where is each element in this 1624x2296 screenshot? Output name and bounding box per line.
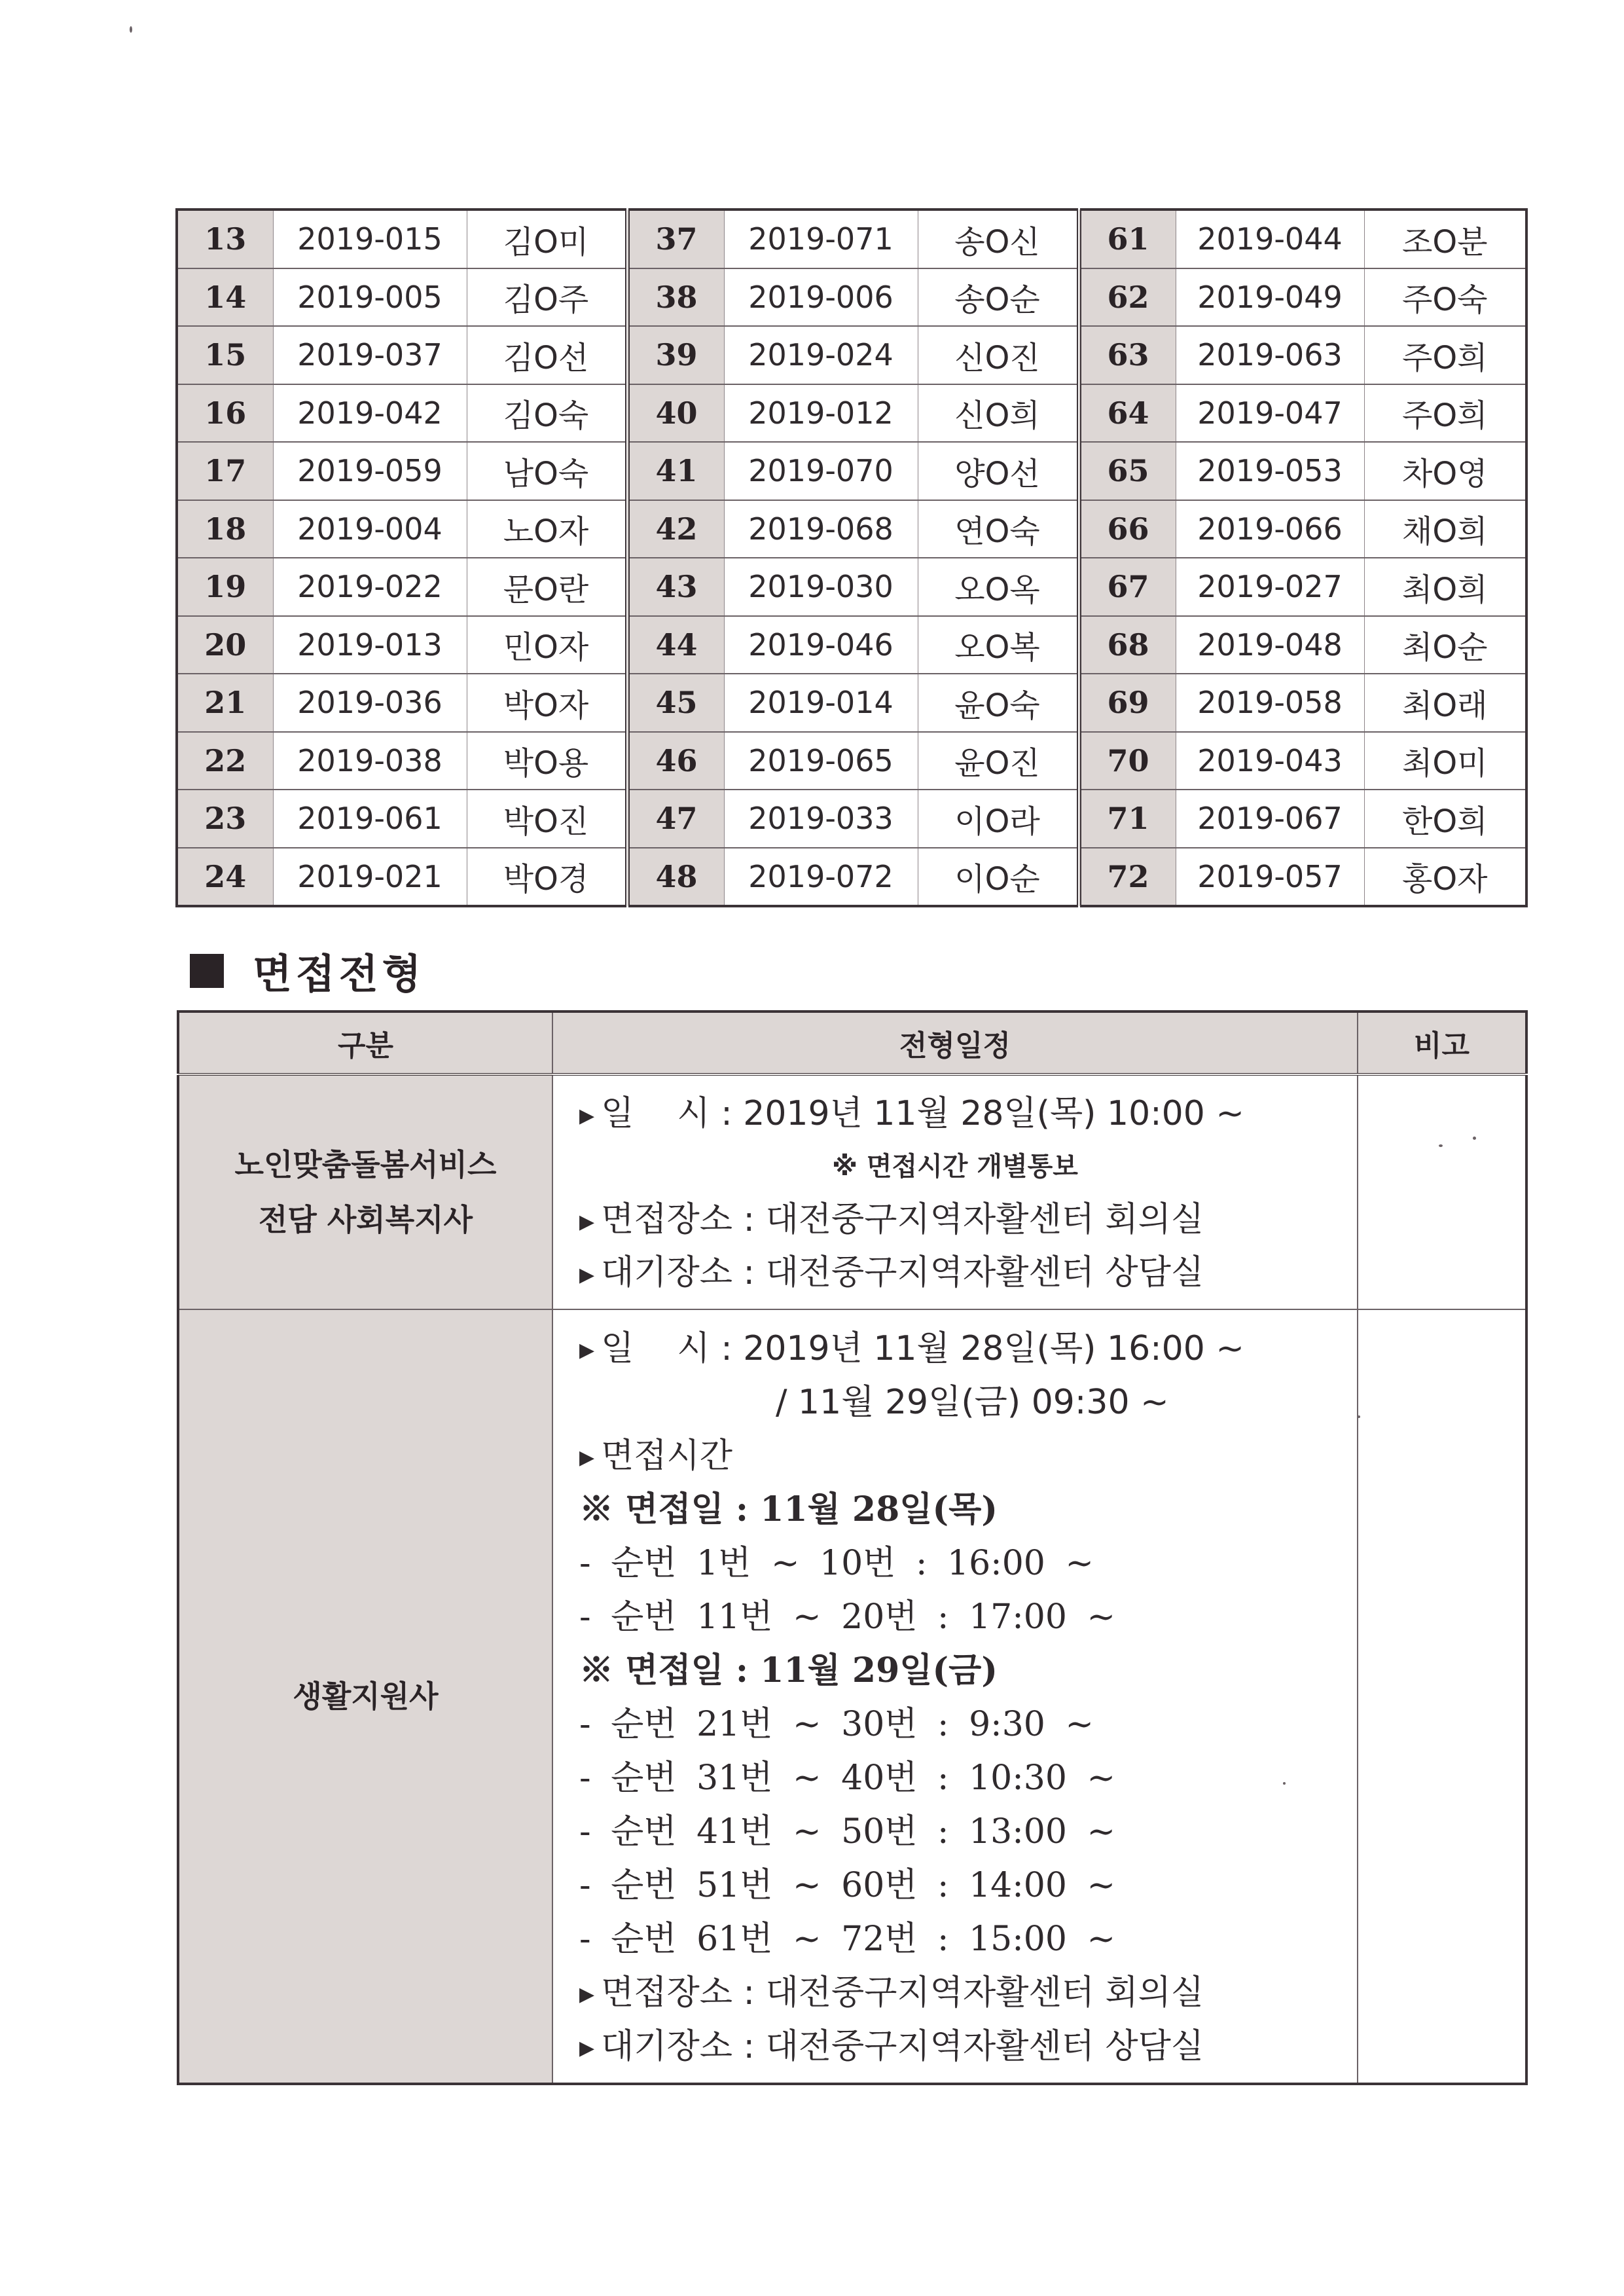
header-schedule: 전형일정: [552, 1011, 1358, 1074]
row-number: 65: [1079, 442, 1176, 500]
table-row: [177, 210, 1526, 268]
applicant-name: 윤O진: [918, 732, 1079, 790]
applicant-code: 2019-053: [1176, 442, 1364, 500]
applicant-name: 민O자: [467, 616, 627, 674]
applicant-code: 2019-014: [724, 674, 918, 732]
row-number: 23: [177, 790, 273, 848]
row-number: 20: [177, 616, 273, 674]
row-number: 71: [1079, 790, 1176, 848]
applicant-code: 2019-036: [273, 674, 467, 732]
header-remarks: 비고: [1358, 1011, 1526, 1074]
table-row: [177, 268, 1526, 327]
row-number: 70: [1079, 732, 1176, 790]
applicant-code: 2019-005: [273, 268, 467, 327]
row-number: 48: [627, 848, 724, 907]
row-number: 68: [1079, 616, 1176, 674]
row-number: 63: [1079, 326, 1176, 384]
applicant-code: 2019-022: [273, 558, 467, 616]
applicant-code: 2019-046: [724, 616, 918, 674]
applicant-name: 신O희: [918, 384, 1079, 443]
applicant-name: 최O미: [1364, 732, 1526, 790]
row-number: 47: [627, 790, 724, 848]
applicant-code: 2019-066: [1176, 500, 1364, 558]
table-row: [177, 384, 1526, 443]
table-row: [177, 558, 1526, 616]
waiting-text: 대기장소 : 대전중구지역자활센터 상담실: [601, 2027, 1204, 2066]
applicant-code: 2019-071: [724, 210, 918, 268]
row-number: 46: [627, 732, 724, 790]
row-number: 38: [627, 268, 724, 327]
venue-text: 면접장소 : 대전중구지역자활센터 회의실: [601, 1200, 1204, 1239]
applicant-name: 박O용: [467, 732, 627, 790]
table-header-row: [178, 1011, 1526, 1074]
applicant-name: 김O숙: [467, 384, 627, 443]
remarks-cell: [1358, 1074, 1526, 1309]
time-note: ※ 면접시간 개별통보: [832, 1152, 1078, 1182]
row-number: 16: [177, 384, 273, 443]
slot-line: - 순번 41번 ~ 50번 : 13:00 ~: [579, 1812, 1116, 1851]
applicant-name: 신O진: [918, 326, 1079, 384]
time-title-line: [579, 1429, 1357, 1483]
triangle-bullet-icon: ▶: [579, 1446, 595, 1469]
row-number: 64: [1079, 384, 1176, 443]
remarks-cell: [1358, 1309, 1526, 2084]
section-heading: [190, 941, 425, 1000]
applicant-name: 박O자: [467, 674, 627, 732]
interview-schedule-table: [177, 1010, 1528, 2085]
applicant-code: 2019-067: [1176, 790, 1364, 848]
waiting-line: [579, 2020, 1357, 2073]
header-category: 구분: [178, 1011, 552, 1074]
row-number: 17: [177, 442, 273, 500]
table-row: [177, 500, 1526, 558]
applicant-name: 주O희: [1364, 326, 1526, 384]
date-line-2: / 11월 29일(금) 09:30 ~: [776, 1383, 1169, 1422]
applicant-code: 2019-027: [1176, 558, 1364, 616]
row-number: 45: [627, 674, 724, 732]
applicant-code: 2019-030: [724, 558, 918, 616]
day1-title: ※ 면접일 : 11월 28일(목): [579, 1489, 998, 1529]
table-row: [177, 616, 1526, 674]
section-title: 면접전형: [253, 950, 425, 998]
category-cell: [178, 1309, 552, 2084]
table-row: [177, 326, 1526, 384]
category-line: 노인맞춤돌봄서비스: [234, 1147, 497, 1182]
row-number: 15: [177, 326, 273, 384]
row-number: 72: [1079, 848, 1176, 907]
row-number: 42: [627, 500, 724, 558]
schedule-cell: [552, 1074, 1358, 1309]
applicant-name: 송O신: [918, 210, 1079, 268]
applicant-code: 2019-044: [1176, 210, 1364, 268]
day2-title: ※ 면접일 : 11월 29일(금): [579, 1650, 998, 1690]
applicant-name: 박O진: [467, 790, 627, 848]
applicant-code: 2019-072: [724, 848, 918, 907]
living-support-row: [178, 1309, 1526, 2084]
row-number: 67: [1079, 558, 1176, 616]
applicant-code: 2019-042: [273, 384, 467, 443]
applicant-code: 2019-049: [1176, 268, 1364, 327]
table-row: [177, 790, 1526, 848]
triangle-bullet-icon: ▶: [579, 2037, 595, 2060]
applicant-name: 최O순: [1364, 616, 1526, 674]
row-number: 24: [177, 848, 273, 907]
applicant-code: 2019-057: [1176, 848, 1364, 907]
row-number: 69: [1079, 674, 1176, 732]
triangle-bullet-icon: ▶: [579, 1210, 595, 1233]
row-number: 19: [177, 558, 273, 616]
applicant-name: 이O순: [918, 848, 1079, 907]
slot-line: - 순번 51번 ~ 60번 : 14:00 ~: [579, 1866, 1116, 1905]
category-cell: [178, 1074, 552, 1309]
applicant-name: 김O선: [467, 326, 627, 384]
applicant-code: 2019-047: [1176, 384, 1364, 443]
slot-line: - 순번 61번 ~ 72번 : 15:00 ~: [579, 1920, 1116, 1959]
triangle-bullet-icon: ▶: [579, 1104, 595, 1127]
date-line: [579, 1322, 1357, 1376]
row-number: 43: [627, 558, 724, 616]
applicant-code: 2019-048: [1176, 616, 1364, 674]
time-title-text: 면접시간: [601, 1436, 733, 1476]
applicant-code: 2019-070: [724, 442, 918, 500]
applicant-name: 윤O숙: [918, 674, 1079, 732]
slot-line: - 순번 31번 ~ 40번 : 10:30 ~: [579, 1758, 1116, 1798]
applicant-name: 조O분: [1364, 210, 1526, 268]
table-row: [177, 732, 1526, 790]
scan-speck: [130, 26, 132, 33]
applicant-code: 2019-013: [273, 616, 467, 674]
slot-line: - 순번 11번 ~ 20번 : 17:00 ~: [579, 1597, 1116, 1637]
applicant-list-table: [175, 208, 1528, 907]
triangle-bullet-icon: ▶: [579, 1983, 595, 2006]
applicant-name: 이O라: [918, 790, 1079, 848]
applicant-code: 2019-004: [273, 500, 467, 558]
table-row: [177, 848, 1526, 907]
category-line: 생활지원사: [293, 1679, 439, 1714]
applicant-name: 주O숙: [1364, 268, 1526, 327]
waiting-line: [579, 1247, 1357, 1300]
venue-text: 면접장소 : 대전중구지역자활센터 회의실: [601, 1973, 1204, 2013]
venue-line: [579, 1966, 1357, 2020]
row-number: 66: [1079, 500, 1176, 558]
applicant-name: 김O미: [467, 210, 627, 268]
applicant-name: 문O란: [467, 558, 627, 616]
applicant-code: 2019-043: [1176, 732, 1364, 790]
applicant-name: 최O래: [1364, 674, 1526, 732]
applicant-name: 남O숙: [467, 442, 627, 500]
applicant-code: 2019-033: [724, 790, 918, 848]
applicant-code: 2019-058: [1176, 674, 1364, 732]
slot-line: - 순번 21번 ~ 30번 : 9:30 ~: [579, 1705, 1094, 1744]
applicant-name: 홍O자: [1364, 848, 1526, 907]
applicant-code: 2019-063: [1176, 326, 1364, 384]
applicant-name: 채O희: [1364, 500, 1526, 558]
applicant-code: 2019-012: [724, 384, 918, 443]
row-number: 22: [177, 732, 273, 790]
applicant-name: 차O영: [1364, 442, 1526, 500]
table-row: [177, 442, 1526, 500]
applicant-code: 2019-065: [724, 732, 918, 790]
row-number: 13: [177, 210, 273, 268]
social-worker-row: [178, 1074, 1526, 1309]
category-line: 전담 사회복지사: [258, 1202, 473, 1237]
table-row: [177, 674, 1526, 732]
applicant-code: 2019-059: [273, 442, 467, 500]
row-number: 44: [627, 616, 724, 674]
triangle-bullet-icon: ▶: [579, 1263, 595, 1286]
row-number: 21: [177, 674, 273, 732]
date-text: 일 시 : 2019년 11월 28일(목) 10:00 ~: [601, 1094, 1244, 1133]
applicant-name: 박O경: [467, 848, 627, 907]
venue-line: [579, 1194, 1357, 1247]
applicant-code: 2019-068: [724, 500, 918, 558]
row-number: 62: [1079, 268, 1176, 327]
slot-line: - 순번 1번 ~ 10번 : 16:00 ~: [579, 1544, 1094, 1583]
applicant-code: 2019-061: [273, 790, 467, 848]
applicant-name: 김O주: [467, 268, 627, 327]
applicant-name: 연O숙: [918, 500, 1079, 558]
row-number: 39: [627, 326, 724, 384]
applicant-name: 한O희: [1364, 790, 1526, 848]
applicant-code: 2019-024: [724, 326, 918, 384]
row-number: 40: [627, 384, 724, 443]
applicant-name: 오O옥: [918, 558, 1079, 616]
waiting-text: 대기장소 : 대전중구지역자활센터 상담실: [601, 1253, 1204, 1292]
applicant-name: 최O희: [1364, 558, 1526, 616]
date-text: 일 시 : 2019년 11월 28일(목) 16:00 ~: [601, 1329, 1244, 1368]
applicant-code: 2019-038: [273, 732, 467, 790]
row-number: 61: [1079, 210, 1176, 268]
applicant-code: 2019-021: [273, 848, 467, 907]
applicant-code: 2019-006: [724, 268, 918, 327]
row-number: 14: [177, 268, 273, 327]
applicant-name: 송O순: [918, 268, 1079, 327]
applicant-code: 2019-037: [273, 326, 467, 384]
applicant-name: 오O복: [918, 616, 1079, 674]
schedule-cell: [552, 1309, 1358, 2084]
applicant-list-body: [177, 210, 1526, 906]
row-number: 41: [627, 442, 724, 500]
row-number: 18: [177, 500, 273, 558]
date-line: [579, 1087, 1357, 1140]
row-number: 37: [627, 210, 724, 268]
applicant-code: 2019-015: [273, 210, 467, 268]
applicant-name: 양O선: [918, 442, 1079, 500]
square-bullet-icon: [190, 954, 224, 988]
applicant-name: 주O희: [1364, 384, 1526, 443]
triangle-bullet-icon: ▶: [579, 1339, 595, 1362]
applicant-name: 노O자: [467, 500, 627, 558]
